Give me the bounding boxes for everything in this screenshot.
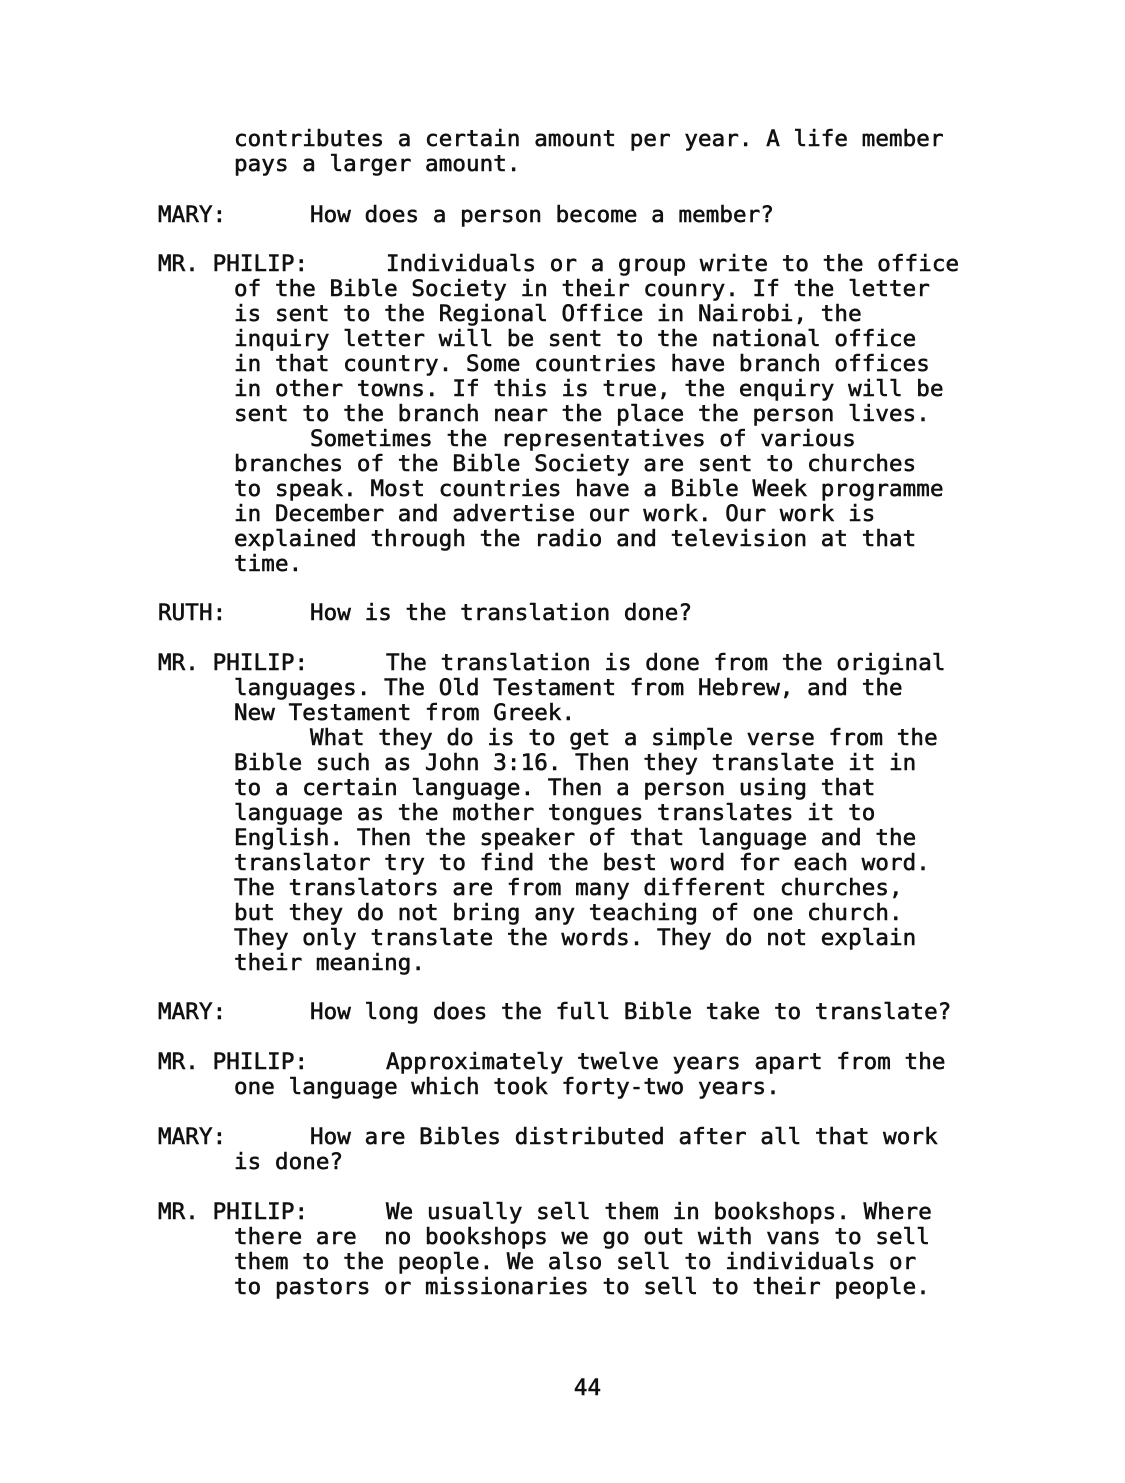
text-line: How does a person become a member?: [310, 202, 774, 228]
text-line: They only translate the words. They do not explain: [234, 925, 917, 951]
speaker-label: MR. PHILIP:: [158, 1199, 309, 1225]
speaker-label: MARY:: [158, 999, 227, 1025]
text-line: their meaning.: [234, 950, 426, 976]
speaker-label: MR. PHILIP:: [158, 1049, 309, 1075]
text-line: New Testament from Greek.: [234, 700, 576, 726]
text-line: in other towns. If this is true, the enquiry will be: [234, 376, 944, 402]
speaker-label: MARY:: [158, 1124, 227, 1150]
text-line: Sometimes the representatives of various: [310, 426, 856, 452]
text-line: one language which took forty-two years.: [234, 1074, 780, 1100]
text-line: is done?: [234, 1149, 344, 1175]
text-line: Approximately twelve years apart from the: [386, 1049, 946, 1075]
text-line: to speak. Most countries have a Bible Week programme: [234, 476, 944, 502]
text-line: contributes a certain amount per year. A life member: [234, 126, 944, 152]
text-line: English. Then the speaker of that language and the: [234, 825, 917, 851]
text-line: in that country. Some countries have branch offices: [234, 351, 930, 377]
text-line: What they do is to get a simple verse from the: [310, 725, 938, 751]
text-line: We usually sell them in bookshops. Where: [386, 1199, 932, 1225]
text-line: is sent to the Regional Office in Nairobi, the: [234, 301, 862, 327]
page-number: 44: [573, 1375, 602, 1401]
text-line: language as the mother tongues translates it to: [234, 800, 876, 826]
text-line: to pastors or missionaries to sell to their people.: [234, 1274, 930, 1300]
speaker-label: MR. PHILIP:: [158, 650, 309, 676]
text-line: Individuals or a group write to the office: [386, 251, 960, 277]
text-line: but they do not bring any teaching of one church.: [234, 900, 903, 926]
text-line: How are Bibles distributed after all that work: [310, 1124, 938, 1150]
text-line: there are no bookshops we go out with vans to sell: [234, 1224, 930, 1250]
speaker-label: MARY:: [158, 202, 227, 228]
text-line: How is the translation done?: [310, 600, 693, 626]
text-line: of the Bible Society in their counry. If the letter: [234, 276, 930, 302]
text-line: to a certain language. Then a person using that: [234, 775, 876, 801]
text-line: translator try to find the best word for each word.: [234, 850, 930, 876]
text-line: Bible such as John 3:16. Then they translate it in: [234, 750, 917, 776]
text-line: languages. The Old Testament from Hebrew, and the: [234, 675, 903, 701]
text-line: inquiry letter will be sent to the national office: [234, 326, 917, 352]
text-line: How long does the full Bible take to translate?: [310, 999, 952, 1025]
speaker-label: MR. PHILIP:: [158, 251, 309, 277]
speaker-label: RUTH:: [158, 600, 227, 626]
text-line: explained through the radio and television at that: [234, 526, 917, 552]
text-line: The translation is done from the original: [386, 650, 946, 676]
text-line: in December and advertise our work. Our work is: [234, 501, 876, 527]
text-line: them to the people. We also sell to individuals or: [234, 1249, 917, 1275]
text-line: branches of the Bible Society are sent to churches: [234, 451, 917, 477]
text-line: pays a larger amount.: [234, 151, 521, 177]
text-line: time.: [234, 551, 303, 577]
text-line: The translators are from many different churches,: [234, 875, 903, 901]
text-line: sent to the branch near the place the person lives.: [234, 401, 930, 427]
